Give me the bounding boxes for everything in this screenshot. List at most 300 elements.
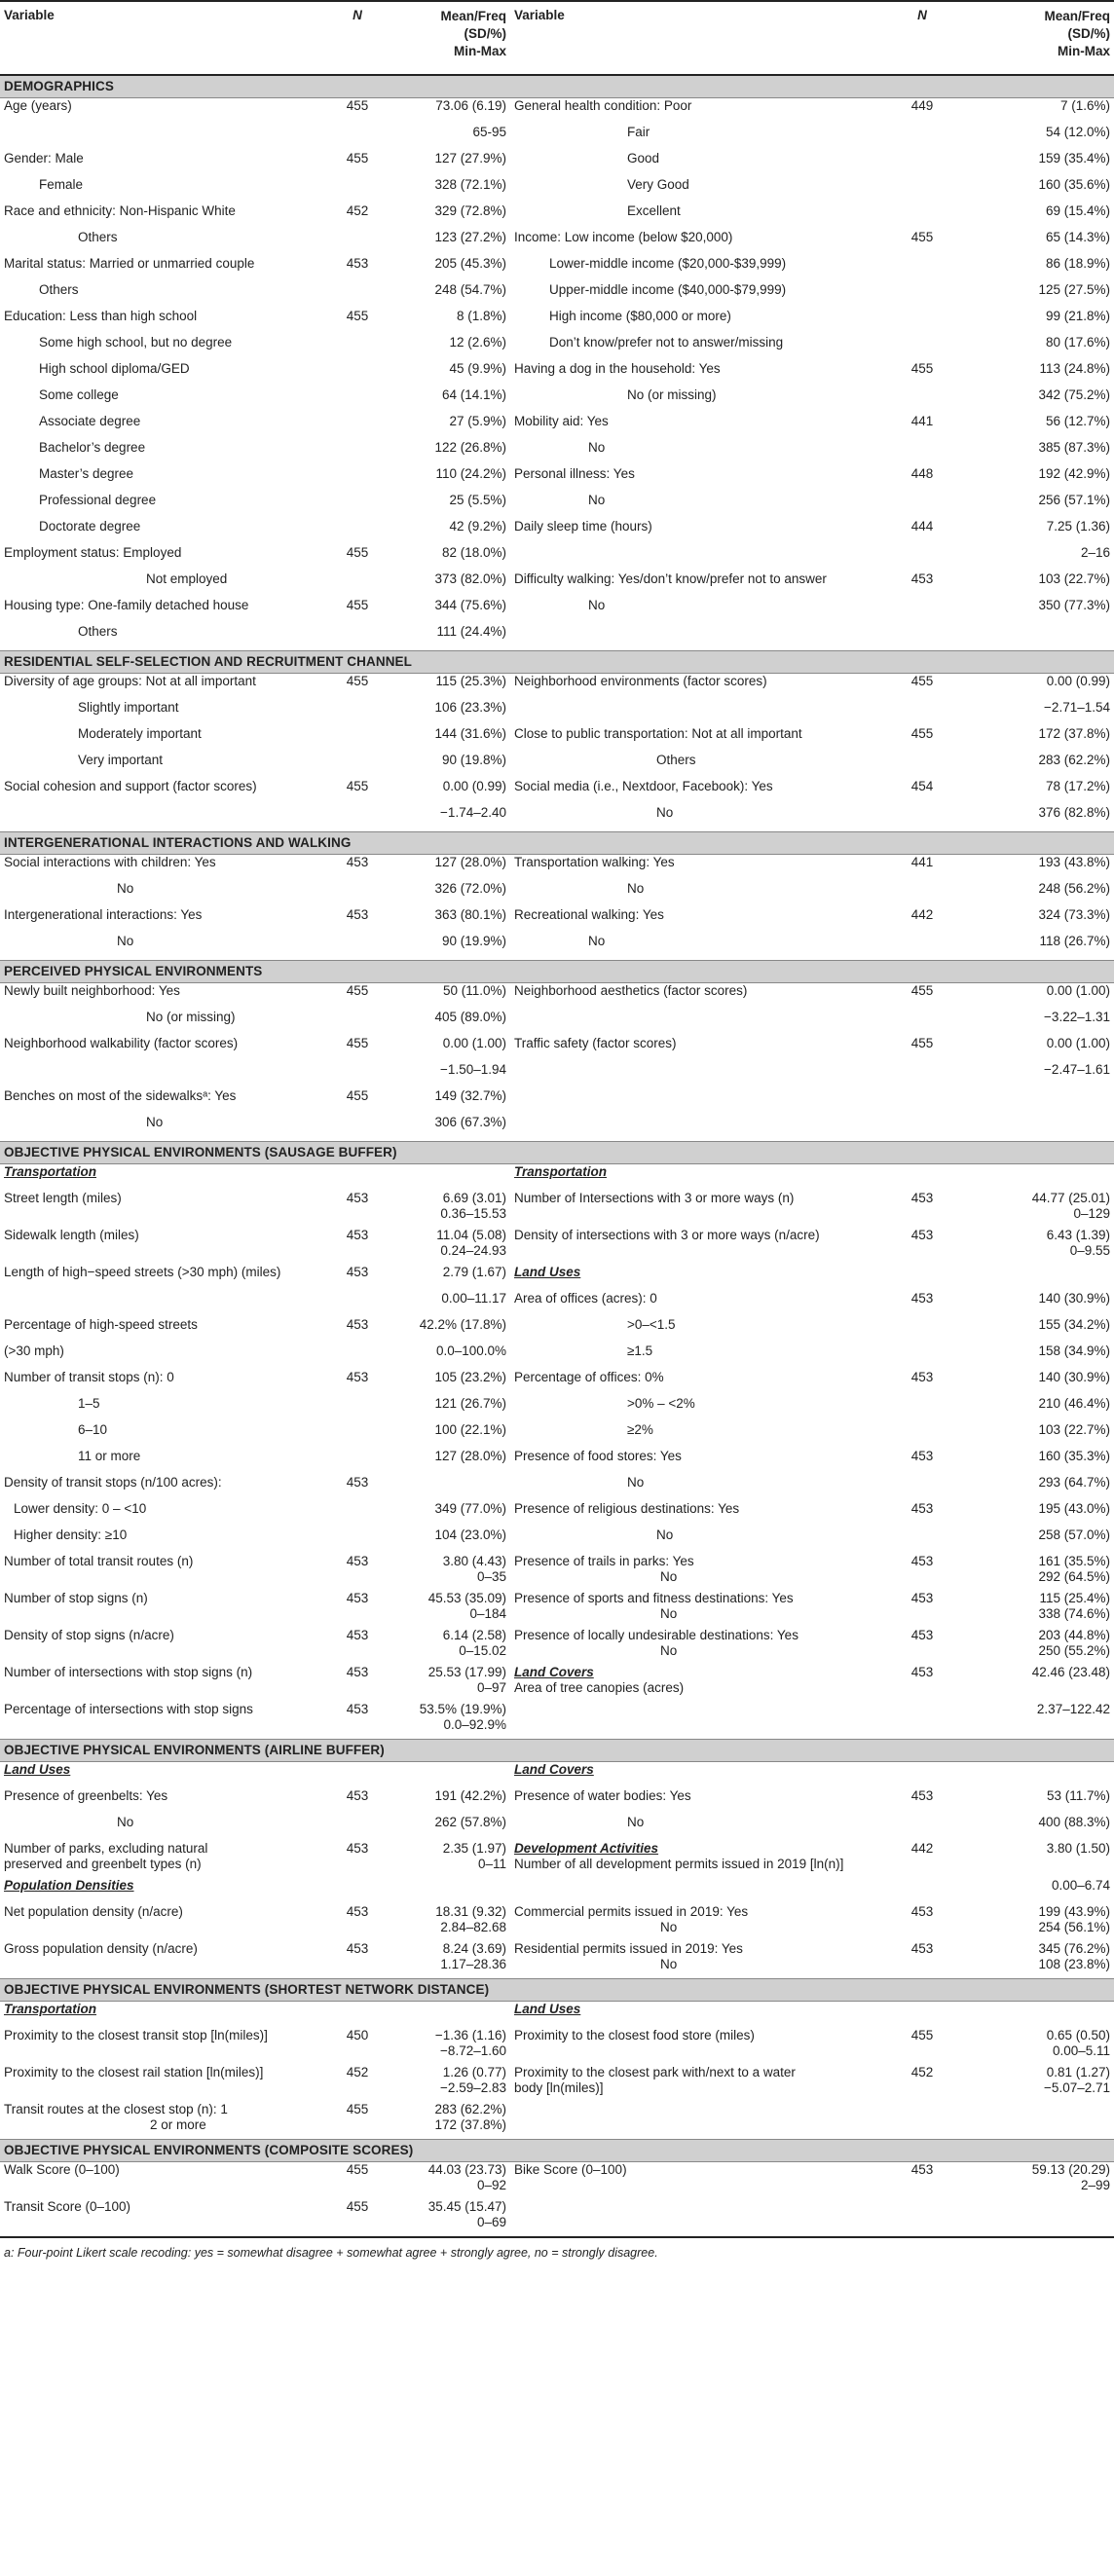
variable-cell-right — [510, 1941, 892, 1979]
table-row — [0, 177, 1114, 203]
n-cell-right — [892, 1527, 952, 1554]
n-cell-left — [327, 753, 388, 779]
n-value: 455 — [346, 2199, 369, 2214]
variable-label: Recreational walking: Yes — [514, 907, 664, 922]
table-row — [0, 2065, 1114, 2102]
mean-cell-right — [952, 545, 1114, 571]
n-value: 455 — [346, 151, 369, 166]
n-cell-left — [327, 934, 388, 961]
variable-cell-right — [510, 1228, 892, 1265]
variable-cell-left — [0, 125, 327, 151]
n-cell-left — [327, 2065, 388, 2102]
variable-label: Area of offices (acres): 0 — [514, 1291, 657, 1306]
variable-label: No — [588, 934, 606, 948]
mean-cell-left — [388, 151, 510, 177]
subheading: Land Uses — [514, 1265, 581, 1279]
variable-cell-right — [510, 177, 892, 203]
mean-cell-right — [952, 907, 1114, 934]
variable-label: Daily sleep time (hours) — [514, 519, 652, 534]
variable-cell-left — [0, 1878, 327, 1904]
mean-value: 65 (14.3%) — [1045, 230, 1110, 244]
variable-label: Percentage of offices: 0% — [514, 1370, 664, 1384]
variable-label: Density of transit stops (n/100 acres): — [4, 1475, 222, 1490]
n-value: 453 — [346, 1554, 369, 1568]
n-cell-right — [892, 934, 952, 961]
variable-cell-left — [0, 1062, 327, 1088]
n-cell-right — [892, 1164, 952, 1192]
n-value: 453 — [346, 256, 369, 271]
mean-value: 35.45 (15.47) — [427, 2199, 506, 2214]
mean-cell-right — [952, 1370, 1114, 1396]
mean-value: 2.37–122.42 — [1036, 1702, 1110, 1716]
variable-label: Social media (i.e., Nextdoor, Facebook): Yes — [514, 779, 773, 793]
n-value: 449 — [910, 98, 934, 113]
mean-value: 405 (89.0%) — [434, 1010, 506, 1024]
variable-cell-right — [510, 598, 892, 624]
mean-cell-left — [388, 2002, 510, 2029]
mean-cell-right — [952, 983, 1114, 1011]
variable-label: 11 or more — [78, 1449, 141, 1463]
subheading: Transportation — [4, 1164, 97, 1179]
section-title: OBJECTIVE PHYSICAL ENVIRONMENTS (AIRLINE BUFFER) — [0, 1740, 1114, 1762]
table-row — [0, 1878, 1114, 1904]
mean-cell-left — [388, 335, 510, 361]
section-title: PERCEIVED PHYSICAL ENVIRONMENTS — [0, 961, 1114, 983]
mean-value: 25 (5.5%) — [449, 493, 506, 507]
variable-cell-left — [0, 700, 327, 726]
n-value: 455 — [346, 983, 369, 998]
n-cell-left — [327, 125, 388, 151]
mean-value: 1.26 (0.77) — [442, 2065, 506, 2079]
n-cell-left — [327, 907, 388, 934]
mean-cell-left — [388, 779, 510, 805]
variable-cell-right — [510, 1088, 892, 1115]
mean-value: 193 (43.8%) — [1038, 855, 1110, 869]
table-row — [0, 493, 1114, 519]
mean-value: 160 (35.3%) — [1038, 1449, 1110, 1463]
mean-value: 45 (9.9%) — [449, 361, 506, 376]
variable-label: ≥2% — [627, 1422, 653, 1437]
table-row — [0, 309, 1114, 335]
variable-cell-left — [0, 881, 327, 907]
n-cell-right — [892, 1591, 952, 1628]
variable-cell-left — [0, 282, 327, 309]
n-value: 453 — [910, 1449, 934, 1463]
variable-label: Bike Score (0–100) — [514, 2162, 627, 2177]
table-row — [0, 983, 1114, 1011]
n-cell-left — [327, 493, 388, 519]
variable-cell-right — [510, 466, 892, 493]
n-cell-right — [892, 309, 952, 335]
mean-cell-right — [952, 98, 1114, 126]
table-row — [0, 571, 1114, 598]
table-row — [0, 282, 1114, 309]
variable-label: Lower-middle income ($20,000-$39,999) — [549, 256, 787, 271]
mean-value: 103 (22.7%) — [1038, 571, 1110, 586]
n-cell-right — [892, 2028, 952, 2065]
n-cell-left — [327, 2002, 388, 2029]
subheading: Transportation — [514, 1164, 608, 1179]
mean-cell-left — [388, 1527, 510, 1554]
mean-value: 0.00 (1.00) — [1046, 1036, 1110, 1050]
table-row — [0, 624, 1114, 651]
variable-label: High school diploma/GED — [39, 361, 190, 376]
mean-cell-left — [388, 1115, 510, 1142]
table-row — [0, 934, 1114, 961]
n-value: 453 — [910, 1554, 934, 1568]
mean-value: 158 (34.9%) — [1038, 1343, 1110, 1358]
n-cell-left — [327, 545, 388, 571]
mean-cell-right — [952, 493, 1114, 519]
variable-label: Social cohesion and support (factor scores) — [4, 779, 257, 793]
mean-value: 199 (43.9%) — [1038, 1904, 1110, 1919]
mean-cell-right — [952, 1554, 1114, 1591]
variable-cell-left — [0, 361, 327, 387]
variable-label-line2: Number of all development permits issued in 2019 [ln(n)] — [514, 1857, 844, 1871]
mean-cell-left — [388, 1265, 510, 1291]
variable-label-line2: body [ln(miles)] — [514, 2080, 604, 2095]
n-value: 453 — [346, 1702, 369, 1716]
table-row — [0, 1527, 1114, 1554]
variable-cell-right — [510, 1628, 892, 1665]
variable-label: Neighborhood aesthetics (factor scores) — [514, 983, 748, 998]
variable-label: Presence of religious destinations: Yes — [514, 1501, 740, 1516]
mean-value: 86 (18.9%) — [1045, 256, 1110, 271]
mean-value: 0.00–11.17 — [441, 1291, 506, 1306]
n-cell-right — [892, 1665, 952, 1702]
variable-label: Transit routes at the closest stop (n): 1 — [4, 2102, 228, 2116]
mean-value: 121 (26.7%) — [434, 1396, 506, 1411]
variable-label: No — [117, 934, 134, 948]
mean-value: 283 (62.2%) — [434, 2102, 506, 2116]
table-row — [0, 1062, 1114, 1088]
variable-label: Transit Score (0–100) — [4, 2199, 131, 2214]
variable-cell-right — [510, 1370, 892, 1396]
n-cell-right — [892, 805, 952, 832]
n-cell-right — [892, 1841, 952, 1878]
mean-cell-right — [952, 1527, 1114, 1554]
mean-cell-left — [388, 598, 510, 624]
table-row — [0, 1501, 1114, 1527]
table-row — [0, 440, 1114, 466]
mean-value: 42.2% (17.8%) — [419, 1317, 506, 1332]
variable-cell-right — [510, 1396, 892, 1422]
variable-cell-left — [0, 309, 327, 335]
variable-label-line2: No — [660, 1643, 678, 1658]
variable-cell-left — [0, 983, 327, 1011]
range-value: 0–15.02 — [459, 1643, 506, 1658]
mean-value: 82 (18.0%) — [441, 545, 506, 560]
n-cell-left — [327, 1878, 388, 1904]
n-value: 450 — [346, 2028, 369, 2042]
mean-cell-right — [952, 1291, 1114, 1317]
variable-label: Presence of water bodies: Yes — [514, 1788, 691, 1803]
table-row — [0, 1554, 1114, 1591]
n-value: 453 — [346, 855, 369, 869]
mean-cell-left — [388, 1665, 510, 1702]
n-cell-left — [327, 1062, 388, 1088]
mean-cell-left — [388, 1010, 510, 1036]
table-row — [0, 256, 1114, 282]
variable-cell-left — [0, 177, 327, 203]
variable-cell-right — [510, 230, 892, 256]
variable-label: Benches on most of the sidewalksᵃ: Yes — [4, 1088, 237, 1103]
mean-value: 160 (35.6%) — [1038, 177, 1110, 192]
n-cell-right — [892, 1343, 952, 1370]
variable-cell-right — [510, 1815, 892, 1841]
variable-cell-left — [0, 151, 327, 177]
mean-value: 2.79 (1.67) — [442, 1265, 506, 1279]
mean-value: 90 (19.8%) — [441, 753, 506, 767]
variable-label: No — [627, 1475, 645, 1490]
variable-label-line2: No — [660, 1606, 678, 1621]
variable-cell-left — [0, 2002, 327, 2029]
variable-cell-right — [510, 1702, 892, 1740]
n-cell-left — [327, 805, 388, 832]
mean-cell-right — [952, 177, 1114, 203]
variable-cell-right — [510, 309, 892, 335]
variable-cell-right — [510, 203, 892, 230]
mean-cell-right — [952, 1088, 1114, 1115]
variable-label: Social interactions with children: Yes — [4, 855, 216, 869]
variable-cell-left — [0, 203, 327, 230]
n-cell-left — [327, 855, 388, 882]
variable-cell-right — [510, 545, 892, 571]
n-cell-left — [327, 1228, 388, 1265]
variable-label: Higher density: ≥10 — [14, 1527, 128, 1542]
n-cell-left — [327, 1815, 388, 1841]
mean-value: 25.53 (17.99) — [427, 1665, 506, 1679]
mean-value: 53.5% (19.9%) — [419, 1702, 506, 1716]
section-title: OBJECTIVE PHYSICAL ENVIRONMENTS (SAUSAGE BUFFER) — [0, 1142, 1114, 1164]
mean-cell-right — [952, 282, 1114, 309]
range-value: 0.00–5.11 — [1052, 2043, 1110, 2058]
mean-cell-right — [952, 881, 1114, 907]
mean-cell-right — [952, 1941, 1114, 1979]
range-value: 0–9.55 — [1069, 1243, 1110, 1258]
variable-cell-left — [0, 1591, 327, 1628]
mean-value: 349 (77.0%) — [434, 1501, 506, 1516]
variable-label: Doctorate degree — [39, 519, 141, 534]
variable-label: Proximity to the closest park with/next to a water — [514, 2065, 796, 2079]
n-cell-left — [327, 1788, 388, 1815]
n-cell-left — [327, 1702, 388, 1740]
mean-cell-left — [388, 125, 510, 151]
mean-value: 12 (2.6%) — [449, 335, 506, 350]
mean-cell-right — [952, 1762, 1114, 1789]
section-header — [0, 832, 1114, 855]
n-value: 452 — [346, 2065, 369, 2079]
n-cell-left — [327, 624, 388, 651]
variable-cell-right — [510, 1036, 892, 1062]
variable-label-line2: No — [660, 1957, 678, 1971]
section-title: OBJECTIVE PHYSICAL ENVIRONMENTS (SHORTEST NETWORK DISTANCE) — [0, 1979, 1114, 2002]
n-value: 453 — [346, 1941, 369, 1956]
n-cell-right — [892, 1291, 952, 1317]
variable-label: Neighborhood environments (factor scores) — [514, 674, 767, 688]
subheading: Transportation — [4, 2002, 97, 2016]
n-cell-right — [892, 2162, 952, 2200]
variable-cell-right — [510, 2028, 892, 2065]
variable-cell-left — [0, 414, 327, 440]
mean-cell-left — [388, 571, 510, 598]
mean-cell-right — [952, 2199, 1114, 2236]
n-value: 453 — [346, 1475, 369, 1490]
variable-cell-left — [0, 230, 327, 256]
mean-cell-left — [388, 1370, 510, 1396]
n-cell-left — [327, 309, 388, 335]
mean-value: 342 (75.2%) — [1038, 387, 1110, 402]
variable-label: 6–10 — [78, 1422, 108, 1437]
mean-cell-left — [388, 98, 510, 126]
variable-cell-left — [0, 335, 327, 361]
n-cell-right — [892, 1449, 952, 1475]
variable-label: Age (years) — [4, 98, 72, 113]
n-value: 453 — [910, 1191, 934, 1205]
mean-header-line2: (SD/%) — [1067, 26, 1110, 41]
n-value: 453 — [910, 1228, 934, 1242]
n-value: 453 — [910, 1788, 934, 1803]
mean-cell-right — [952, 414, 1114, 440]
mean-header-line3: Min-Max — [1058, 44, 1110, 58]
variable-cell-right — [510, 779, 892, 805]
table-row — [0, 700, 1114, 726]
table-row — [0, 1228, 1114, 1265]
subheading: Land Uses — [4, 1762, 71, 1777]
table-row — [0, 125, 1114, 151]
mean-value: 73.06 (6.19) — [435, 98, 506, 113]
variable-cell-left — [0, 2162, 327, 2200]
variable-cell-left — [0, 519, 327, 545]
n-cell-left — [327, 1010, 388, 1036]
variable-cell-right — [510, 1164, 892, 1192]
range-value: −2.59–2.83 — [440, 2080, 506, 2095]
variable-label: Bachelor’s degree — [39, 440, 146, 455]
n-value: 453 — [346, 1841, 369, 1856]
mean-cell-right — [952, 125, 1114, 151]
mean-cell-right — [952, 1788, 1114, 1815]
mean-value: 78 (17.2%) — [1045, 779, 1110, 793]
n-cell-right — [892, 1904, 952, 1941]
n-cell-right — [892, 1702, 952, 1740]
variable-label: Proximity to the closest rail station [ln(miles)] — [4, 2065, 264, 2079]
variable-cell-left — [0, 1841, 327, 1878]
mean-cell-right — [952, 335, 1114, 361]
mean-cell-right — [952, 361, 1114, 387]
variable-label: No — [656, 1527, 674, 1542]
mean-value: 363 (80.1%) — [434, 907, 506, 922]
mean-value: 248 (54.7%) — [434, 282, 506, 297]
range-value: 0.0–92.9% — [443, 1717, 506, 1732]
variable-cell-left — [0, 1475, 327, 1501]
mean-value: 103 (22.7%) — [1038, 1422, 1110, 1437]
table-row — [0, 2002, 1114, 2029]
mean-header-right — [952, 1, 1114, 75]
table-row — [0, 1628, 1114, 1665]
n-cell-left — [327, 1396, 388, 1422]
variable-cell-left — [0, 674, 327, 701]
variable-label: Some college — [39, 387, 119, 402]
mean-cell-left — [388, 983, 510, 1011]
range-value: 0–11 — [477, 1857, 506, 1871]
table-row — [0, 855, 1114, 882]
variable-label-line2: Area of tree canopies (acres) — [514, 1680, 685, 1695]
variable-label: No (or missing) — [146, 1010, 236, 1024]
variable-label: Others — [78, 624, 118, 639]
mean-value: 191 (42.2%) — [434, 1788, 506, 1803]
variable-label: Diversity of age groups: Not at all important — [4, 674, 256, 688]
n-value: 453 — [346, 1788, 369, 1803]
variable-cell-right — [510, 1554, 892, 1591]
mean-cell-left — [388, 1449, 510, 1475]
n-cell-right — [892, 1628, 952, 1665]
variable-cell-right — [510, 125, 892, 151]
mean-value: 54 (12.0%) — [1045, 125, 1110, 139]
table-row — [0, 361, 1114, 387]
mean-header-line1: Mean/Freq — [440, 9, 506, 23]
variable-label-line2: 2 or more — [150, 2117, 206, 2132]
mean-cell-left — [388, 519, 510, 545]
n-value: 455 — [346, 2102, 369, 2116]
variable-cell-right — [510, 1010, 892, 1036]
n-value: 455 — [910, 674, 934, 688]
mean-value: 192 (42.9%) — [1038, 466, 1110, 481]
mean-value: 155 (34.2%) — [1038, 1317, 1110, 1332]
mean-value: 118 (26.7%) — [1039, 934, 1110, 948]
n-cell-right — [892, 493, 952, 519]
variable-label: No — [117, 881, 134, 896]
variable-cell-left — [0, 726, 327, 753]
table-row — [0, 203, 1114, 230]
mean-value: 161 (35.5%) — [1038, 1554, 1110, 1568]
variable-cell-left — [0, 855, 327, 882]
table-row — [0, 1370, 1114, 1396]
variable-label: Intergenerational interactions: Yes — [4, 907, 203, 922]
n-cell-right — [892, 256, 952, 282]
n-value: 453 — [346, 1904, 369, 1919]
mean-cell-left — [388, 726, 510, 753]
variable-label: Housing type: One-family detached house — [4, 598, 249, 612]
mean-cell-left — [388, 805, 510, 832]
variable-cell-right — [510, 282, 892, 309]
n-cell-left — [327, 1449, 388, 1475]
n-cell-left — [327, 779, 388, 805]
n-cell-right — [892, 1370, 952, 1396]
table-row — [0, 545, 1114, 571]
range-value: 0.24–24.93 — [440, 1243, 506, 1258]
mean-value: 11.04 (5.08) — [436, 1228, 506, 1242]
mean-cell-right — [952, 2162, 1114, 2200]
table-row — [0, 1115, 1114, 1142]
variable-cell-right — [510, 726, 892, 753]
mean-cell-right — [952, 151, 1114, 177]
table-row — [0, 1762, 1114, 1789]
mean-cell-right — [952, 1115, 1114, 1142]
variable-cell-left — [0, 1191, 327, 1228]
n-value: 453 — [346, 1628, 369, 1642]
table-header — [0, 1, 1114, 75]
n-value: 441 — [910, 855, 934, 869]
mean-cell-right — [952, 1396, 1114, 1422]
mean-value: 44.77 (25.01) — [1031, 1191, 1110, 1205]
variable-cell-right — [510, 1527, 892, 1554]
n-cell-left — [327, 1475, 388, 1501]
range-value: 0–184 — [469, 1606, 506, 1621]
mean-cell-right — [952, 1904, 1114, 1941]
mean-cell-left — [388, 1291, 510, 1317]
variable-cell-right — [510, 700, 892, 726]
variable-cell-left — [0, 387, 327, 414]
